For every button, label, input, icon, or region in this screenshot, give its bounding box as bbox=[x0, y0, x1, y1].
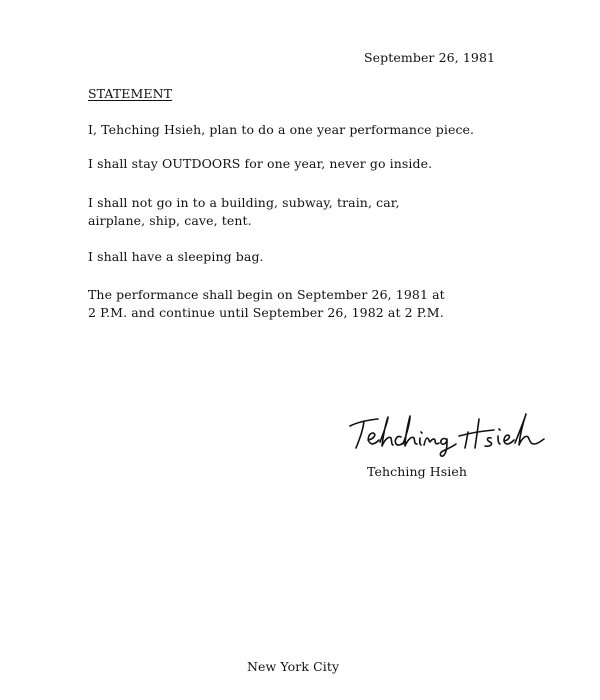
handwritten-signature bbox=[344, 406, 554, 458]
paragraph-restrictions-line-2: airplane, ship, cave, tent. bbox=[88, 213, 252, 228]
typed-signature-name: Tehching Hsieh bbox=[367, 464, 468, 479]
paragraph-sleeping-bag: I shall have a sleeping bag. bbox=[88, 249, 264, 264]
location-footer: New York City bbox=[247, 659, 340, 674]
document-date: September 26, 1981 bbox=[364, 50, 496, 65]
paragraph-plan: I, Tehching Hsieh, plan to do a one year performance piece. bbox=[88, 122, 475, 137]
paragraph-restrictions-line-1: I shall not go in to a building, subway, train, car, bbox=[88, 195, 400, 210]
paragraph-outdoors: I shall stay OUTDOORS for one year, never go inside. bbox=[88, 156, 433, 171]
statement-heading: STATEMENT bbox=[88, 86, 173, 101]
paragraph-schedule-line-1: The performance shall begin on September 26, 1981 at bbox=[88, 287, 445, 302]
paragraph-schedule-line-2: 2 P.M. and continue until September 26, 1982 at 2 P.M. bbox=[88, 305, 444, 320]
